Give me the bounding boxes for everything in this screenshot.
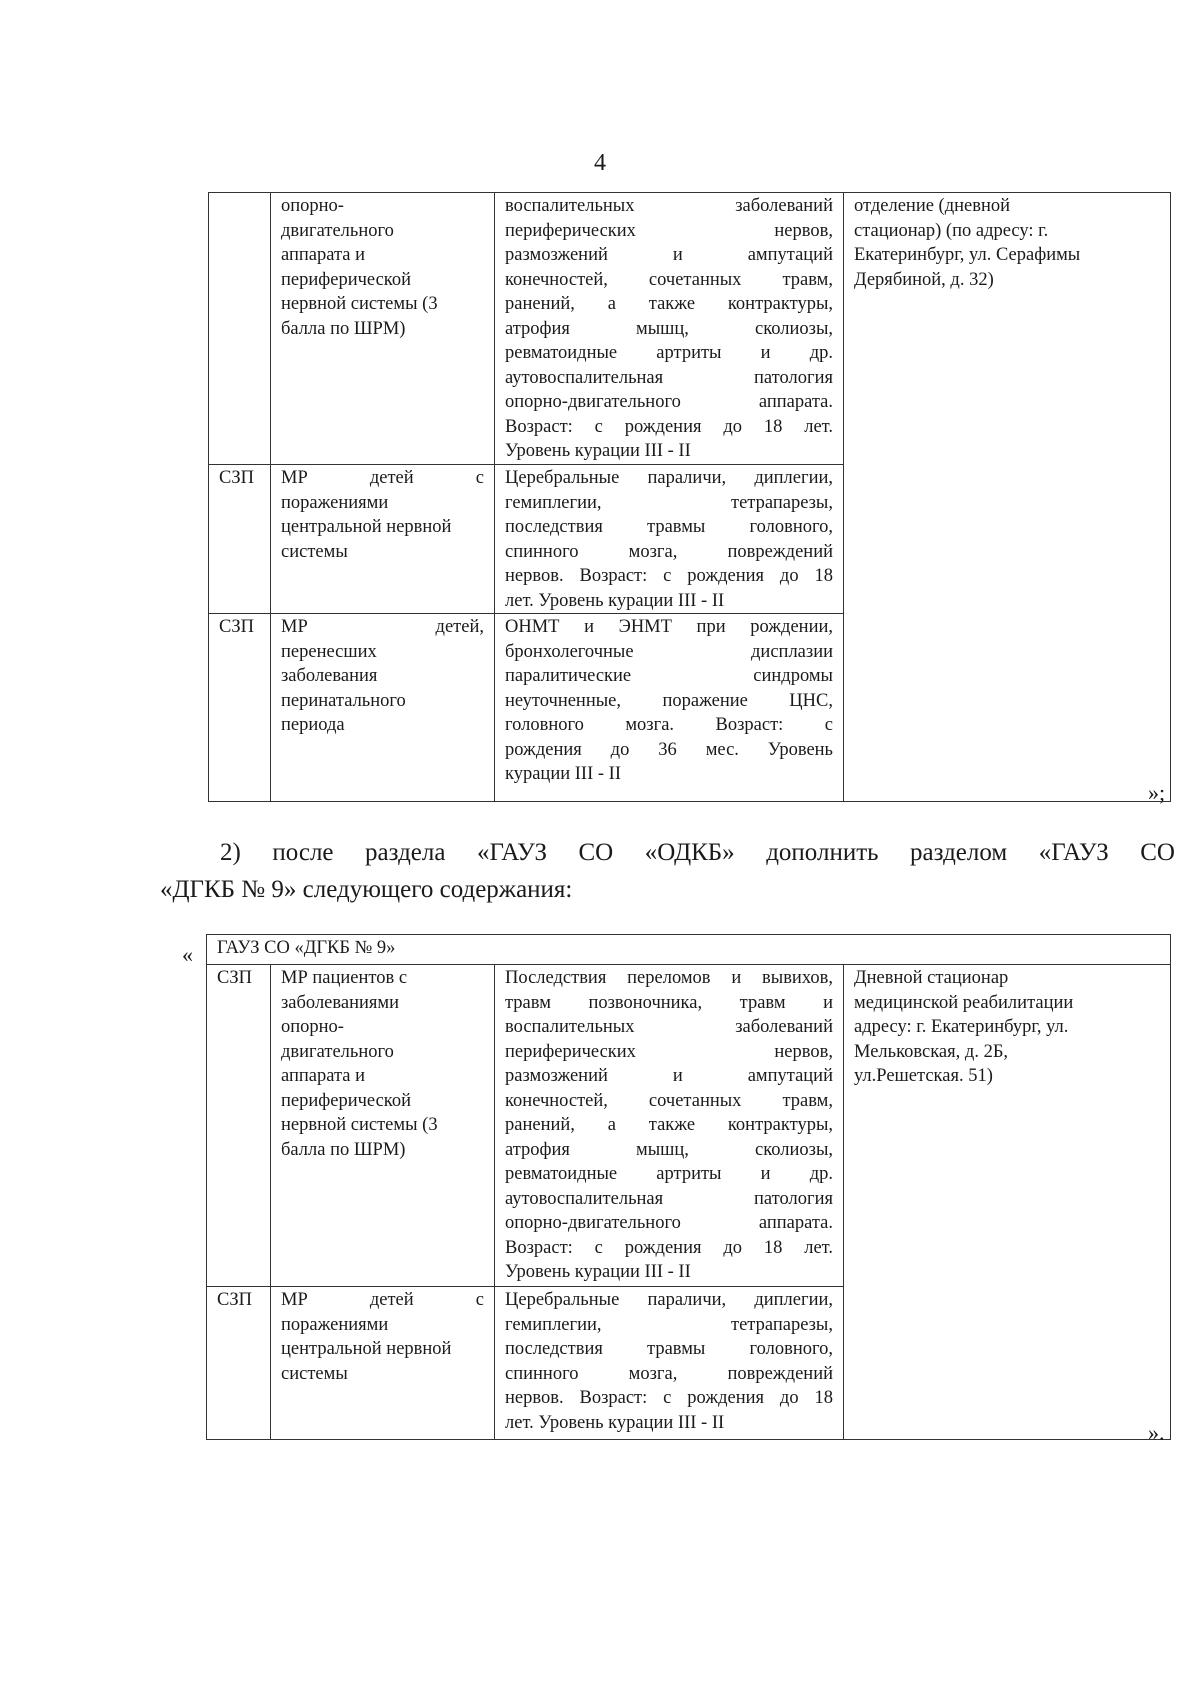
- text-line: нервов. Возраст: с рождения до 18: [505, 566, 833, 586]
- description-lines: [505, 466, 833, 589]
- text-line: конечностей, сочетанных травм,: [505, 1090, 833, 1111]
- name-cell: [271, 614, 495, 802]
- text-line: двигательного: [281, 220, 394, 241]
- paragraph-line: «ДГКБ № 9» следующего содержания:: [160, 876, 573, 903]
- table-continuation: [208, 192, 1171, 802]
- text-line: паралитические синдромы: [505, 666, 833, 686]
- paragraph-line: 2) после раздела «ГАУЗ СО «ОДКБ» дополнить разделом «ГАУЗ СО: [220, 839, 1175, 866]
- amendment-paragraph: [160, 834, 1175, 908]
- text-line: ревматоидные артриты и др.: [505, 343, 833, 363]
- text-line: поражениями: [281, 492, 389, 513]
- text-line: балла по ШРМ): [281, 1139, 406, 1160]
- text-line: МР пациентов с: [281, 968, 408, 988]
- description-cell: [495, 965, 844, 1287]
- text-line: бронхолегочные дисплазии: [505, 641, 833, 662]
- text-line: периферических нервов,: [505, 1041, 833, 1062]
- name-lines: [281, 1313, 484, 1387]
- text-line: поражениями: [281, 1314, 389, 1335]
- closing-quote: ».: [1148, 1420, 1165, 1445]
- description-last-line: лет. Уровень курации III - II: [505, 1412, 725, 1433]
- text-line: воспалительных заболеваний: [505, 196, 833, 216]
- text-line: стационар) (по адресу: г.: [854, 220, 1049, 241]
- text-line: системы: [281, 541, 348, 562]
- place-lines: [854, 966, 1160, 1089]
- text-line: Дневной стационар: [854, 968, 1009, 988]
- text-line: ранений, а также контрактуры,: [505, 294, 833, 314]
- text-line: заболевания: [281, 666, 378, 686]
- opening-quote: «: [182, 942, 193, 967]
- text-line: опорно-: [281, 196, 344, 216]
- text-line: аутовоспалительная патология: [505, 1188, 833, 1209]
- text-line: опорно-двигательного аппарата.: [505, 392, 833, 412]
- description-last-line: Уровень курации III - II: [505, 441, 691, 461]
- text-line: атрофия мышц, сколиозы,: [505, 1139, 833, 1160]
- text-line: спинного мозга, повреждений: [505, 1363, 833, 1384]
- text-line: Последствия переломов и вывихов,: [505, 968, 833, 988]
- description-cell: [495, 465, 844, 614]
- name-first-line: МР детей с: [281, 468, 484, 488]
- place-cell: [844, 193, 1171, 802]
- text-line: периферических нервов,: [505, 220, 833, 241]
- text-line: Возраст: с рождения до 18 лет.: [505, 416, 833, 437]
- text-line: адресу: г. Екатеринбург, ул.: [854, 1017, 1069, 1037]
- description-cell: [495, 614, 844, 802]
- text-line: балла по ШРМ): [281, 318, 406, 339]
- text-line: последствия травмы головного,: [505, 517, 833, 537]
- section-header: ГАУЗ СО «ДГКБ № 9»: [207, 935, 1171, 965]
- name-cell: [271, 193, 495, 465]
- name-cell: [271, 965, 495, 1287]
- text-line: Дерябиной, д. 32): [854, 269, 994, 290]
- place-lines: [854, 194, 1160, 292]
- text-line: системы: [281, 1363, 348, 1384]
- code-cell: СЗП: [209, 614, 271, 802]
- text-line: заболеваниями: [281, 992, 400, 1013]
- description-last-line: Уровень курации III - II: [505, 1262, 691, 1282]
- text-line: центральной нервной: [281, 1339, 452, 1359]
- text-line: центральной нервной: [281, 517, 452, 537]
- description-lines: [505, 194, 833, 439]
- name-cell: [271, 1287, 495, 1440]
- text-line: Екатеринбург, ул. Серафимы: [854, 245, 1081, 265]
- text-line: рождения до 36 мес. Уровень: [505, 739, 833, 760]
- text-line: периферической: [281, 1090, 411, 1111]
- description-lines: [505, 966, 833, 1260]
- code-cell: [209, 193, 271, 465]
- text-line: травм позвоночника, травм и: [505, 992, 833, 1013]
- text-line: ревматоидные артриты и др.: [505, 1164, 833, 1184]
- name-lines: [281, 640, 484, 738]
- description-last-line: курации III - II: [505, 764, 621, 784]
- text-line: медицинской реабилитации: [854, 992, 1074, 1013]
- text-line: нервов. Возраст: с рождения до 18: [505, 1388, 833, 1408]
- text-line: опорно-: [281, 1017, 344, 1037]
- table-header-row: [207, 935, 1171, 965]
- text-line: размозжений и ампутаций: [505, 1066, 833, 1086]
- page-number: 4: [594, 150, 606, 176]
- description-cell: [495, 1287, 844, 1440]
- code-cell: СЗП: [207, 965, 271, 1287]
- description-cell: [495, 193, 844, 465]
- name-lines: [281, 491, 484, 565]
- text-line: воспалительных заболеваний: [505, 1017, 833, 1037]
- text-line: аппарата и: [281, 245, 366, 265]
- text-line: размозжений и ампутаций: [505, 245, 833, 265]
- code-cell: СЗП: [209, 465, 271, 614]
- text-line: аутовоспалительная патология: [505, 367, 833, 388]
- text-line: головного мозга. Возраст: с: [505, 715, 833, 735]
- text-line: ул.Решетская. 51): [854, 1066, 993, 1086]
- text-line: перинатального: [281, 690, 406, 711]
- text-line: Церебральные параличи, диплегии,: [505, 1290, 833, 1310]
- text-line: нервной системы (3: [281, 294, 438, 314]
- text-line: отделение (дневной: [854, 196, 1011, 216]
- text-line: гемиплегии, тетрапарезы,: [505, 492, 833, 513]
- text-line: опорно-двигательного аппарата.: [505, 1213, 833, 1233]
- text-line: периода: [281, 715, 345, 735]
- text-line: атрофия мышц, сколиозы,: [505, 318, 833, 339]
- name-lines: [281, 966, 484, 1162]
- description-lines: [505, 615, 833, 762]
- text-line: Мельковская, д. 2Б,: [854, 1041, 1009, 1062]
- text-line: спинного мозга, повреждений: [505, 541, 833, 562]
- closing-quote: »;: [1148, 780, 1166, 805]
- name-first-line: МР детей с: [281, 1290, 484, 1310]
- description-lines: [505, 1288, 833, 1411]
- text-line: двигательного: [281, 1041, 394, 1062]
- description-last-line: лет. Уровень курации III - II: [505, 590, 725, 611]
- text-line: гемиплегии, тетрапарезы,: [505, 1314, 833, 1335]
- table-new-section: [206, 934, 1171, 1440]
- text-line: Возраст: с рождения до 18 лет.: [505, 1237, 833, 1258]
- text-line: перенесших: [281, 641, 377, 662]
- name-cell: [271, 465, 495, 614]
- text-line: ОНМТ и ЭНМТ при рождении,: [505, 617, 833, 637]
- text-line: конечностей, сочетанных травм,: [505, 269, 833, 290]
- text-line: Церебральные параличи, диплегии,: [505, 468, 833, 488]
- table-row: [207, 965, 1171, 1287]
- place-cell: [844, 965, 1171, 1440]
- text-line: ранений, а также контрактуры,: [505, 1115, 833, 1135]
- text-line: неуточненные, поражение ЦНС,: [505, 690, 833, 711]
- table-row: [209, 193, 1171, 465]
- text-line: нервной системы (3: [281, 1115, 438, 1135]
- code-cell: СЗП: [207, 1287, 271, 1440]
- text-line: аппарата и: [281, 1066, 366, 1086]
- text-line: периферической: [281, 269, 411, 290]
- name-first-line: МР детей,: [281, 617, 484, 637]
- text-line: последствия травмы головного,: [505, 1339, 833, 1359]
- name-lines: [281, 194, 484, 341]
